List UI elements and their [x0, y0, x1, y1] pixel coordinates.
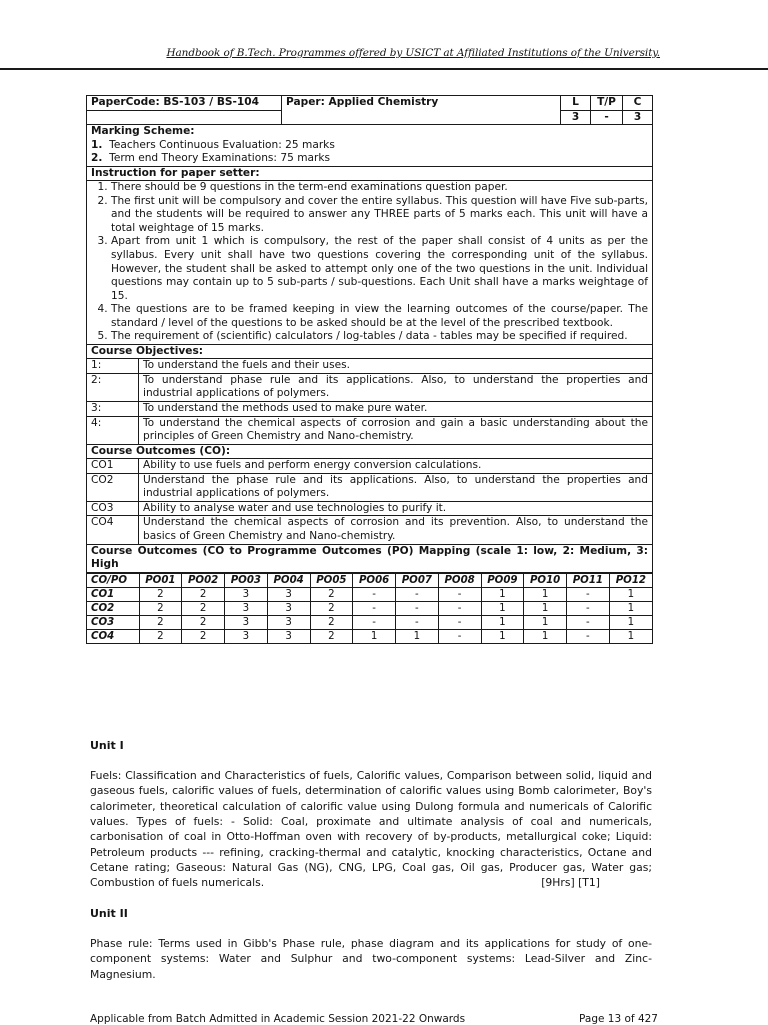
marking-title: Marking Scheme:: [91, 125, 195, 138]
mapping-cell: -: [567, 629, 610, 643]
mapping-cell: 1: [481, 629, 524, 643]
unit-2-body: Phase rule: Terms used in Gibb's Phase rule, phase diagram and its applications for study of one-component systems: Water and Sulphur and two-component systems: Lead-Silver and Zinc-Magnesium.: [90, 937, 652, 981]
mapping-cell: 3: [225, 587, 268, 601]
mapping-cell: 2: [310, 601, 353, 615]
mapping-cell: -: [438, 615, 481, 629]
mapping-cell: 1: [481, 601, 524, 615]
mapping-header-cell: PO08: [438, 573, 481, 587]
mapping-cell: 2: [182, 615, 225, 629]
mapping-cell: 2: [139, 601, 182, 615]
mapping-cell: 1: [609, 587, 652, 601]
mapping-cell: 1: [524, 615, 567, 629]
unit-1-title: Unit I: [90, 739, 124, 752]
mapping-header-cell: PO03: [225, 573, 268, 587]
mapping-table-row: [87, 572, 653, 643]
outcome-row: CO3 Ability to analyse water and use technologies to purify it.: [87, 501, 653, 516]
objective-row: 2: To understand phase rule and its applications. Also, to understand the properties and industrial applications of polymers.: [87, 373, 653, 401]
mapping-header-cell: PO10: [524, 573, 567, 587]
outcomes-title: Course Outcomes (CO):: [87, 444, 653, 459]
mapping-cell: 3: [225, 629, 268, 643]
instruction-item: 5. The requirement of (scientific) calculators / log-tables / data - tables may be specified if required.: [111, 330, 648, 344]
mapping-cell: 1: [396, 629, 439, 643]
mapping-row-label: CO1: [87, 587, 139, 601]
mapping-cell: -: [353, 587, 396, 601]
outcome-row: CO1 Ability to use fuels and perform energy conversion calculations.: [87, 459, 653, 474]
marking-item: 2. Term end Theory Examinations: 75 marks: [91, 152, 331, 165]
unit-2-title: Unit II: [90, 907, 128, 920]
mapping-row-label: CO2: [87, 601, 139, 615]
outcome-row: CO2 Understand the phase rule and its applications. Also, to understand the properties and industrial applications of polymers.: [87, 473, 653, 501]
instruction-title: Instruction for paper setter:: [87, 166, 653, 181]
mapping-header-cell: PO12: [609, 573, 652, 587]
paper-code: PaperCode: BS-103 / BS-104: [87, 96, 282, 111]
mapping-cell: 3: [267, 601, 310, 615]
mapping-row-label: CO3: [87, 615, 139, 629]
mapping-row: [87, 601, 652, 615]
marking-scheme: [87, 125, 653, 167]
mapping-cell: -: [567, 615, 610, 629]
unit-1-body: Fuels: Classification and Characteristics of fuels, Calorific values, Comparison between solid, liquid and gaseous fuels, calorific values of fuels, determination of calorific values using Bomb calorimeter, Boy's calorimeter, theoretical calculation of calorific value using Dulong formula and numericals of Calorific values. Types of fuels: - Solid: Coal, proximate and ultimate analysis of coal and numericals, carbonisation of coal in Otto-Hoffman oven with recovery of by-products, metallurgical coke; Liquid: Petroleum products --- refining, cracking-thermal and catalytic, knocking characteristics, Octane and Cetane rating; Gaseous: Natural Gas (NG), CNG, LPG, Coal gas, Oil gas, Producer gas, Water gas; Combustion of fuels numericals. [9Hrs] [T1]: [90, 769, 652, 890]
paper-row: [87, 96, 653, 111]
mapping-row: [87, 587, 652, 601]
mapping-row-label: CO4: [87, 629, 139, 643]
mapping-title-row: [87, 544, 653, 572]
footer-page-number: Page 13 of 427: [579, 1013, 658, 1025]
mapping-cell: -: [438, 601, 481, 615]
mapping-cell: 1: [609, 615, 652, 629]
syllabus-table: [86, 95, 653, 644]
mapping-cell: 3: [267, 615, 310, 629]
l-value: 3: [561, 110, 591, 125]
mapping-cell: -: [396, 587, 439, 601]
mapping-cell: 1: [524, 601, 567, 615]
mapping-cell: -: [438, 587, 481, 601]
mapping-header-cell: PO01: [139, 573, 182, 587]
page-header: Handbook of B.Tech. Programmes offered by USICT at Affiliated Institutions of the University.: [166, 47, 660, 59]
instruction-item: 4. The questions are to be framed keeping in view the learning outcomes of the course/paper. The standard / level of the questions to be asked should be at the level of the prescribed textbook.: [111, 303, 648, 330]
outcome-row: CO4 Understand the chemical aspects of corrosion and its prevention. Also, to understand the basics of Green Chemistry and Nano-chemistry.: [87, 516, 653, 544]
mapping-cell: -: [353, 615, 396, 629]
mapping-cell: 2: [139, 629, 182, 643]
mapping-cell: -: [438, 629, 481, 643]
instruction-item: 3. Apart from unit 1 which is compulsory, the rest of the paper shall consist of 4 units as per the syllabus. Every unit shall have two questions covering the corresponding unit of the syllabus. However, the student shall be asked to attempt only one of the two questions in the unit. Individual questions may contain up to 5 sub-parts / sub-questions. Each Unit shall have a marks weightage of 15.: [111, 235, 648, 303]
mapping-cell: 2: [182, 629, 225, 643]
mapping-header-cell: CO/PO: [87, 573, 139, 587]
objective-row: 4: To understand the chemical aspects of corrosion and gain a basic understanding about the principles of Green Chemistry and Nano-chemistry.: [87, 416, 653, 444]
unit-1-hours: [9Hrs] [T1]: [541, 876, 600, 890]
objective-row: 3: To understand the methods used to make pure water.: [87, 402, 653, 417]
mapping-header-cell: PO02: [182, 573, 225, 587]
mapping-cell: -: [353, 601, 396, 615]
mapping-cell: -: [567, 601, 610, 615]
mapping-cell: 2: [310, 629, 353, 643]
mapping-cell: -: [396, 601, 439, 615]
mapping-cell: 2: [310, 615, 353, 629]
mapping-header-cell: PO06: [353, 573, 396, 587]
instruction-list-row: [87, 181, 653, 345]
header-rule: [0, 68, 768, 70]
mapping-cell: 3: [225, 601, 268, 615]
mapping-cell: 1: [609, 601, 652, 615]
mapping-cell: -: [567, 587, 610, 601]
mapping-cell: 2: [182, 601, 225, 615]
mapping-header-cell: PO05: [310, 573, 353, 587]
mapping-cell: 2: [182, 587, 225, 601]
objectives-title: Course Objectives:: [87, 344, 653, 359]
mapping-cell: 3: [267, 587, 310, 601]
mapping-cell: -: [396, 615, 439, 629]
mapping-cell: 2: [310, 587, 353, 601]
mapping-cell: 1: [353, 629, 396, 643]
instruction-list: [91, 181, 648, 344]
paper-name: Paper: Applied Chemistry: [282, 96, 561, 125]
mapping-cell: 1: [481, 587, 524, 601]
instruction-title-row: [87, 166, 653, 181]
co-po-mapping-table: [87, 573, 652, 643]
l-label: L: [561, 96, 591, 111]
mapping-cell: 1: [524, 629, 567, 643]
mapping-header-cell: PO07: [396, 573, 439, 587]
instruction-item: 1. There should be 9 questions in the term-end examinations question paper.: [111, 181, 648, 195]
tp-label: T/P: [591, 96, 623, 111]
tp-value: -: [591, 110, 623, 125]
objective-row: 1: To understand the fuels and their uses.: [87, 359, 653, 374]
mapping-header-row: [87, 573, 652, 587]
mapping-title: Course Outcomes (CO to Programme Outcomes (PO) Mapping (scale 1: low, 2: Medium, 3: High: [87, 544, 653, 572]
mapping-header-cell: PO11: [567, 573, 610, 587]
instruction-item: 2. The first unit will be compulsory and cover the entire syllabus. This question will have Five sub-parts, and the students will be required to answer any THREE parts of 5 marks each. This unit will have a total weightage of 15 marks.: [111, 195, 648, 236]
mapping-cell: 1: [481, 615, 524, 629]
mapping-row: [87, 615, 652, 629]
mapping-row: [87, 629, 652, 643]
outcomes-title-row: [87, 444, 653, 459]
footer-batch-note: Applicable from Batch Admitted in Academic Session 2021-22 Onwards: [90, 1013, 466, 1025]
mapping-cell: 3: [267, 629, 310, 643]
mapping-cell: 1: [609, 629, 652, 643]
mapping-cell: 3: [225, 615, 268, 629]
mapping-header-cell: PO09: [481, 573, 524, 587]
mapping-cell: 2: [139, 615, 182, 629]
objectives-title-row: [87, 344, 653, 359]
c-label: C: [623, 96, 653, 111]
mapping-cell: 1: [524, 587, 567, 601]
c-value: 3: [623, 110, 653, 125]
marking-item: 1. Teachers Continuous Evaluation: 25 marks: [91, 138, 335, 151]
mapping-header-cell: PO04: [267, 573, 310, 587]
mapping-cell: 2: [139, 587, 182, 601]
